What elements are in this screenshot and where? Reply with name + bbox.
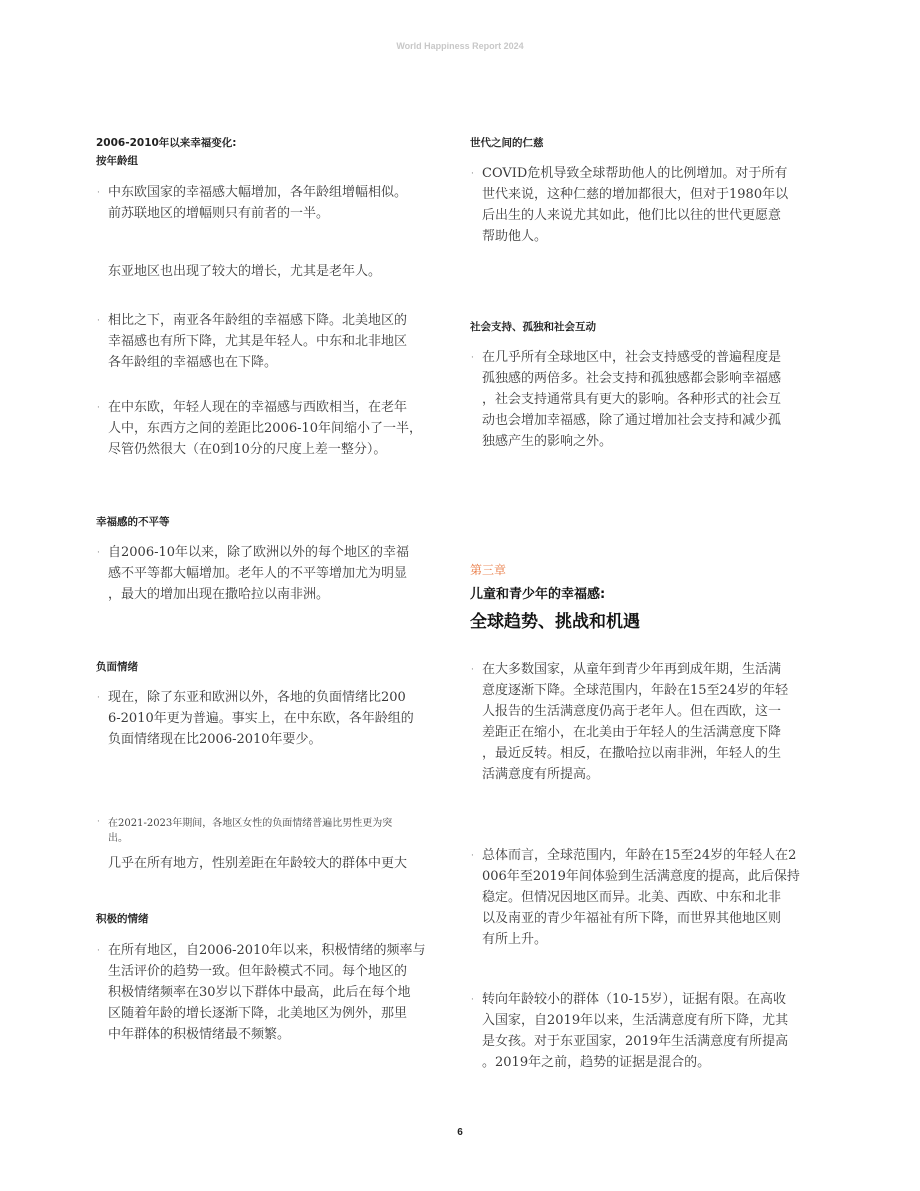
text-line: 在2021-2023年期间，各地区女性的负面情绪普遍比男性更为突 [108,818,393,829]
chapter-title: 全球趋势、挑战和机遇 [470,612,640,632]
section-heading-kindness: 世代之间的仁慈 [470,137,544,149]
paragraph [97,940,440,1045]
text-line: 在大多数国家，从童年到青少年再到成年期，生活满 [482,662,782,677]
running-header: World Happiness Report 2024 [396,41,524,51]
paragraph [97,542,440,605]
page-number: 6 [457,1127,463,1138]
section-heading-inequality: 幸福感的不平等 [96,516,170,528]
chapter-label: 第三章 [470,563,507,577]
text-line: 前苏联地区的增幅则只有前者的一半。 [108,206,330,221]
text-line: 以及南亚的青少年福祉有所下降，而世界其他地区则 [482,911,782,926]
text-line: 现在，除了东亚和欧洲以外，各地的负面情绪比200 [108,690,406,705]
text-line: 独感产生的影响之外。 [482,434,613,449]
bullet-icon: · [97,946,100,956]
text-line: ，最近反转。相反，在撒哈拉以南非洲，年轻人的生 [482,746,782,761]
text-line: 帮助他人。 [482,229,548,244]
section-heading-age-change [96,134,237,170]
text-line: 总体而言，全球范围内，年龄在15至24岁的年轻人在2 [482,848,797,863]
bullet-icon: · [471,995,474,1005]
text-line: 活满意度有所提高。 [482,767,600,782]
text-line: ，社会支持通常具有更大的影响。各种形式的社会互 [482,392,782,407]
text-line: 动也会增加幸福感，除了通过增加社会支持和减少孤 [482,413,782,428]
note-paragraph [97,816,440,846]
heading-line: 2006-2010年以来幸福变化: [96,137,237,149]
text-line: 后出生的人来说尤其如此，他们比以往的世代更愿意 [482,208,782,223]
text-line: 孤独感的两倍多。社会支持和孤独感都会影响幸福感 [482,371,782,386]
paragraph [97,687,440,750]
text-line: 差距正在缩小，在北美由于年轻人的生活满意度下降 [482,725,782,740]
paragraph [97,182,440,224]
text-line: 积极情绪频率在30岁以下群体中最高，此后在每个地 [108,985,411,1000]
paragraph [108,261,440,282]
bullet-icon: · [471,353,474,363]
text-line: 是女孩。对于东亚国家，2019年生活满意度有所提高 [482,1034,789,1049]
paragraph [108,853,440,874]
text-line: COVID危机导致全球帮助他人的比例增加。对于所有 [482,166,788,181]
bullet-icon: · [97,693,100,703]
text-line: 几乎在所有地方，性别差距在年龄较大的群体中更大 [108,856,408,871]
text-line: 6-2010年更为普遍。事实上，在中东欧，各年龄组的 [108,711,414,726]
text-line: 在几乎所有全球地区中，社会支持感受的普遍程度是 [482,350,782,365]
text-line: 自2006-10年以来，除了欧洲以外的每个地区的幸福 [108,545,410,560]
text-line: 意度逐渐下降。全球范围内，年龄在15至24岁的年轻 [482,683,789,698]
text-line: 人中，东西方之间的差距比2006-10年间缩小了一半， [108,421,423,436]
text-line: 相比之下，南亚各年龄组的幸福感下降。北美地区的 [108,313,408,328]
text-line: 转向年龄较小的群体（10-15岁），证据有限。在高收 [482,992,786,1007]
text-line: 有所上升。 [482,932,548,947]
text-line: 幸福感也有所下降，尤其是年轻人。中东和北非地区 [108,334,408,349]
text-line: 中年群体的积极情绪最不频繁。 [108,1027,291,1042]
paragraph [97,310,440,373]
text-line: 感不平等都大幅增加。老年人的不平等增加尤为明显 [108,566,408,581]
section-heading-positive-emotions: 积极的情绪 [96,913,149,925]
text-line: 在中东欧，年轻人现在的幸福感与西欧相当，在老年 [108,400,408,415]
bullet-icon: · [97,817,100,827]
text-line: ，最大的增加出现在撒哈拉以南非洲。 [108,587,330,602]
text-line: 稳定。但情况因地区而异。北美、西欧、中东和北非 [482,890,782,905]
text-line: 东亚地区也出现了较大的增长，尤其是老年人。 [108,264,382,279]
bullet-icon: · [97,548,100,558]
bullet-icon: · [97,403,100,413]
paragraph [471,989,818,1073]
text-line: 尽管仍然很大（在0到10分的尺度上差一整分）。 [108,442,387,457]
heading-line: 按年龄组 [96,155,138,167]
text-line: 各年龄组的幸福感也在下降。 [108,355,278,370]
text-line: 入国家，自2019年以来，生活满意度有所下降，尤其 [482,1013,789,1028]
text-line: 出。 [108,833,128,844]
bullet-icon: · [97,188,100,198]
bullet-icon: · [471,851,474,861]
paragraph [471,845,818,950]
text-line: 区随着年龄的增长逐渐下降，北美地区为例外，那里 [108,1006,408,1021]
bullet-icon: · [471,665,474,675]
text-line: 负面情绪现在比2006-2010年要少。 [108,732,322,747]
section-heading-negative-emotions: 负面情绪 [96,661,138,673]
text-line: 在所有地区，自2006-2010年以来，积极情绪的频率与 [108,943,426,958]
paragraph [471,659,818,785]
section-heading-social-support: 社会支持、孤独和社会互动 [470,321,596,333]
text-line: 。2019年之前，趋势的证据是混合的。 [482,1055,711,1070]
paragraph [97,397,440,460]
paragraph [471,347,818,452]
text-line: 中东欧国家的幸福感大幅增加，各年龄组增幅相似。 [108,185,408,200]
chapter-subtitle: 儿童和青少年的幸福感: [470,587,606,602]
text-line: 006年至2019年间体验到生活满意度的提高，此后保持 [482,869,800,884]
text-line: 人报告的生活满意度仍高于老年人。但在西欧，这一 [482,704,782,719]
bullet-icon: · [97,316,100,326]
text-line: 生活评价的趋势一致。但年龄模式不同。每个地区的 [108,964,408,979]
paragraph [471,163,818,247]
bullet-icon: · [471,169,474,179]
text-line: 世代来说，这种仁慈的增加都很大，但对于1980年以 [482,187,789,202]
